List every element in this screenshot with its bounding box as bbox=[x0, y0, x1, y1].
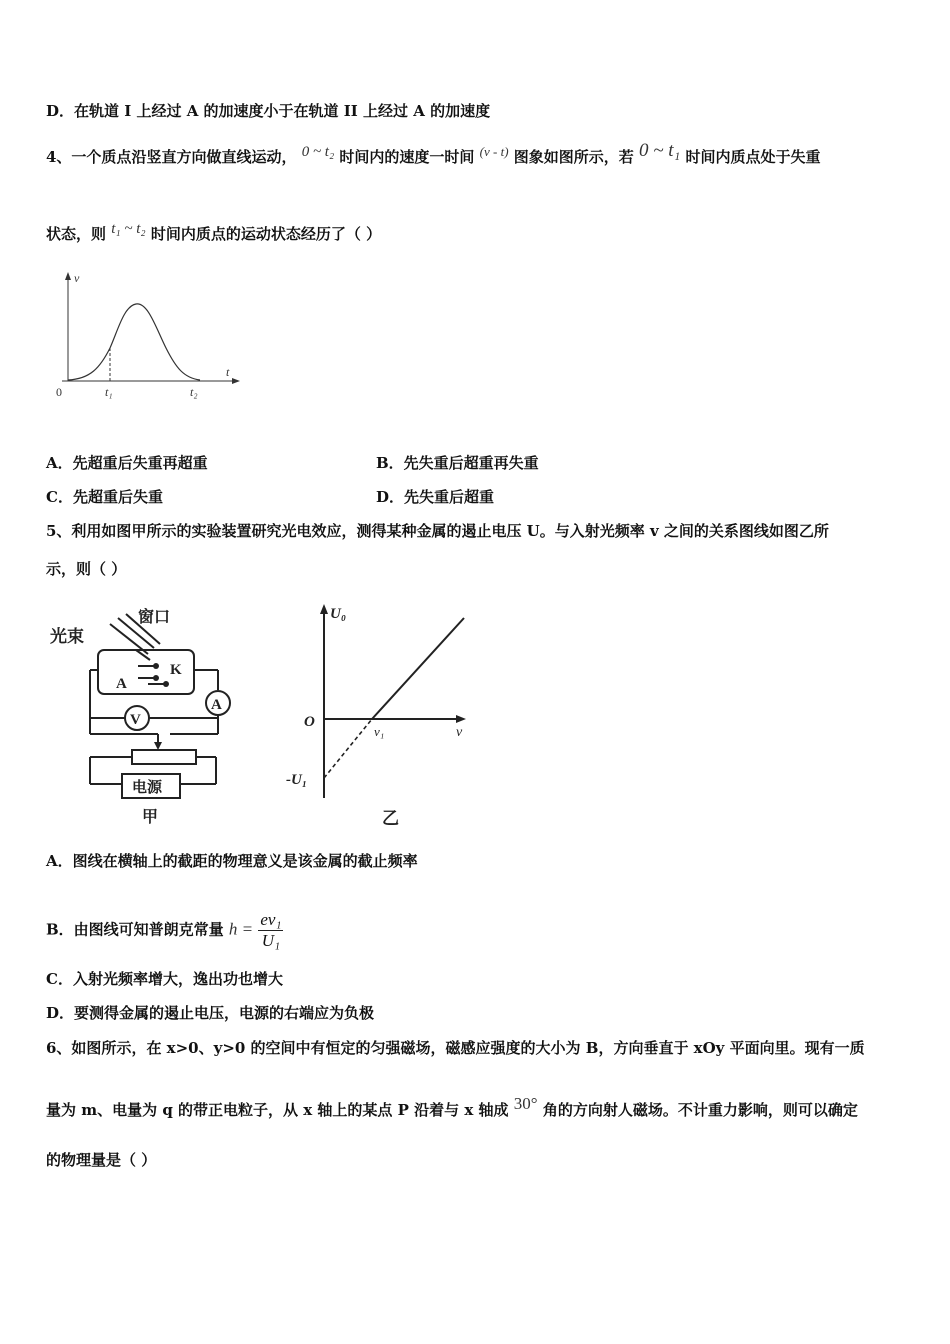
q5-dashed-extension bbox=[324, 719, 372, 778]
q4-math-0-t1: 0 ~ t₁ bbox=[639, 140, 681, 161]
q4-text-6: 时间内质点的运动状态经历了（ ） bbox=[150, 225, 382, 243]
q4-text-1: 4、一个质点沿竖直方向做直线运动， bbox=[46, 148, 297, 166]
q5-cathode-label: K bbox=[170, 662, 182, 678]
q4-ylabel: v bbox=[74, 271, 80, 285]
q4-stem-line2 bbox=[46, 221, 382, 245]
q4-x-arrow bbox=[232, 378, 240, 384]
q5-stem-line1: 5、利用如图甲所示的实验装置研究光电效应，测得某种金属的遏止电压 U。与入射光频率 v 之间的关系图线如图乙所 bbox=[46, 522, 829, 540]
q5-beam-label: 光束 bbox=[50, 627, 84, 646]
q5-anode-label: A bbox=[116, 676, 127, 692]
q4-option-d[interactable]: D．先失重后超重 bbox=[376, 488, 495, 506]
q5-option-c[interactable]: C．入射光频率增大，逸出功也增大 bbox=[46, 970, 283, 988]
q6-stem-line2 bbox=[46, 1094, 858, 1120]
q5-ammeter-label: A bbox=[211, 697, 222, 713]
q4-text-2: 时间内的速度一时间 bbox=[339, 148, 475, 166]
q5-uv-graph bbox=[280, 600, 480, 832]
q5-stem-line2: 示，则（ ） bbox=[46, 560, 127, 578]
q5-caption-yi: 乙 bbox=[382, 809, 399, 828]
q5-rheostat bbox=[132, 750, 196, 764]
q6-angle: 30° bbox=[513, 1094, 538, 1113]
q5-formula-den: U₁ bbox=[261, 931, 280, 950]
q4-math-t1-t2: t₁ ~ t₂ bbox=[111, 221, 146, 237]
q5-v1-label: v₁ bbox=[374, 724, 385, 739]
q5-caption-jia: 甲 bbox=[142, 809, 159, 826]
q4-vt-graph bbox=[50, 268, 250, 408]
q4-t1-label: t₁ bbox=[105, 385, 113, 399]
q5-formula-num: ev₁ bbox=[260, 910, 282, 929]
q4-text-3: 图象如图所示，若 bbox=[513, 148, 634, 166]
q4-t2-label: t₂ bbox=[190, 385, 198, 399]
q6-text-2a: 量为 m、电量为 q 的带正电粒子，从 x 轴上的某点 P 沿着与 x 轴成 bbox=[46, 1101, 509, 1119]
q5-circuit-figure bbox=[48, 602, 248, 832]
q5-window-label: 窗口 bbox=[138, 609, 171, 626]
q5-power-label: 电源 bbox=[132, 780, 163, 796]
q5-option-a[interactable]: A．图线在横轴上的截距的物理意义是该金属的截止频率 bbox=[46, 852, 418, 870]
q5-option-d[interactable]: D．要测得金属的遏止电压，电源的右端应为负极 bbox=[46, 1004, 375, 1022]
q4-xlabel: t bbox=[226, 365, 230, 379]
q5-formula-fraction bbox=[258, 910, 283, 951]
q5-option-b[interactable] bbox=[46, 910, 283, 951]
q4-option-b[interactable]: B．先失重后超重再失重 bbox=[376, 454, 539, 472]
q4-math-0-t2: 0 ~ t₂ bbox=[301, 144, 335, 160]
q5-neg-u1-label: -U₁ bbox=[286, 772, 308, 788]
q3-option-d: D．在轨道 I 上经过 A 的加速度小于在轨道 II 上经过 A 的加速度 bbox=[46, 102, 491, 120]
q4-option-c[interactable]: C．先超重后失重 bbox=[46, 488, 163, 506]
q4-text-4: 时间内质点处于失重 bbox=[685, 148, 821, 166]
q5-origin: O bbox=[304, 714, 315, 730]
q5-x-label: v bbox=[456, 725, 463, 740]
q5-option-b-text: B．由图线可知普朗克常量 bbox=[46, 920, 224, 939]
q4-math-v-t: (v - t) bbox=[479, 144, 509, 159]
q6-stem-line1: 6、如图所示，在 x>0、y>0 的空间中有恒定的匀强磁场，磁感应强度的大小为 B，方向垂直于 xOy 平面向里。现有一质 bbox=[46, 1039, 865, 1057]
q4-text-5: 状态，则 bbox=[46, 225, 107, 243]
q6-text-2b: 角的方向射人磁场。不计重力影响，则可以确定 bbox=[542, 1101, 858, 1119]
q4-origin: 0 bbox=[56, 385, 62, 399]
q4-velocity-curve bbox=[68, 304, 200, 380]
q5-voltmeter-label: V bbox=[130, 712, 141, 728]
q4-y-arrow bbox=[65, 272, 71, 280]
q5-solid-line bbox=[372, 618, 464, 719]
q5-y-label: U₀ bbox=[330, 606, 347, 622]
q4-stem-line1 bbox=[46, 140, 821, 168]
q6-stem-line3: 的物理量是（ ） bbox=[46, 1151, 157, 1169]
q4-option-a[interactable]: A．先超重后失重再超重 bbox=[46, 454, 208, 472]
q5-formula-lhs: h = bbox=[228, 919, 254, 939]
